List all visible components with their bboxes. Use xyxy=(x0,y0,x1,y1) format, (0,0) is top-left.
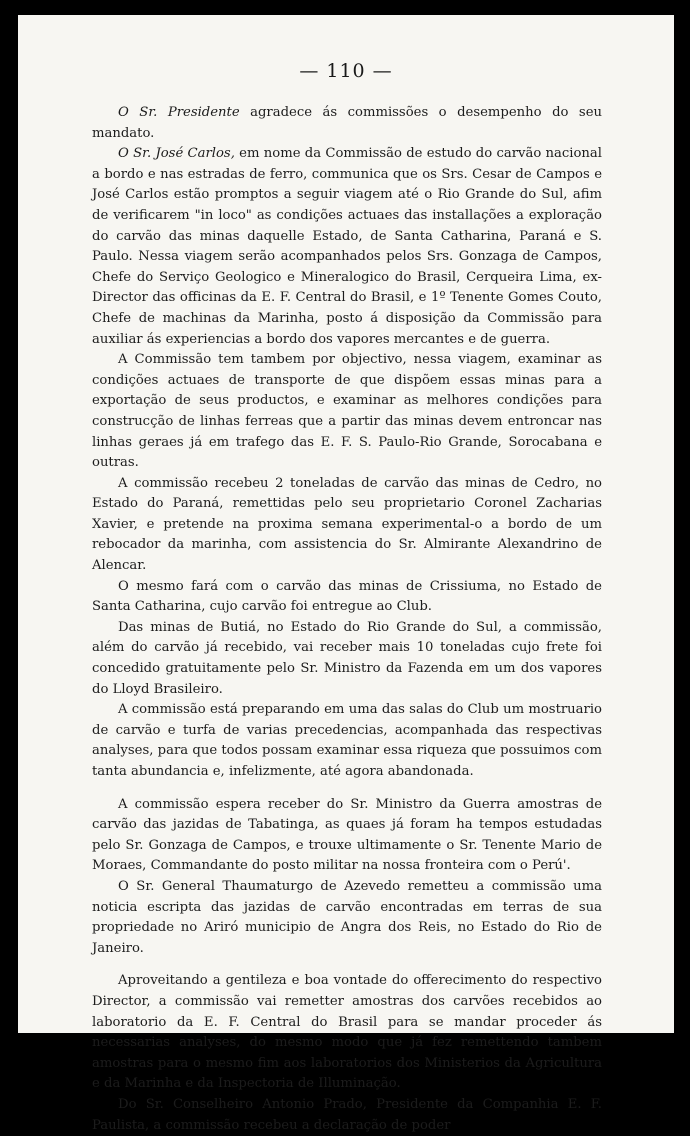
speaker-name: O Sr. José Carlos, xyxy=(118,146,235,162)
paragraph: A commissão espera receber do Sr. Ministro da Guerra amostras de carvão das jazidas de Tabatinga, as quaes já foram ha tempos estudadas pelo Sr. Gonzaga de Campos, e trouxe ultimamente o Sr. Tenente Mario de Moraes, Commandante do posto militar na nossa fronteira com o Perú'. xyxy=(92,796,602,874)
paragraph: A commissão recebeu 2 toneladas de carvão das minas de Cedro, no Estado do Paraná, remettidas pelo seu proprietario Coronel Zacharias Xavier, e pretende na proxima semana experimental-o a bordo de um rebocador da marinha, com assistencia do Sr. Almirante Alexandrino de Alencar. xyxy=(92,475,602,574)
paragraph: Das minas de Butiá, no Estado do Rio Grande do Sul, a commissão, além do carvão já recebido, vai receber mais 10 toneladas cujo frete foi concedido gratuitamente pelo Sr. Ministro da Fazenda em um dos vapores do Lloyd Brasileiro. xyxy=(92,619,602,697)
paragraph: A Commissão tem tambem por objectivo, nessa viagem, examinar as condições actuaes de transporte de que dispõem essas minas para a exportação de seus productos, e examinar as melhores condições para construcção de linhas ferreas que a partir das minas devem entroncar nas linhas geraes já em trafego das E. F. S. Paulo-Rio Grande, Sorocabana e outras. xyxy=(92,352,602,471)
paragraph: O mesmo fará com o carvão das minas de Crissiuma, no Estado de Santa Catharina, cujo carvão foi entregue ao Club. xyxy=(92,578,602,615)
paragraph-text: agradece ás commissões o desempenho do seu mandato. xyxy=(92,105,602,141)
paragraph: O Sr. General Thaumaturgo de Azevedo remetteu a commissão uma noticia escripta das jazidas de carvão encontradas em terras de sua propriedade no Ariró municipio de Angra dos Reis, no Estado do Rio de Janeiro. xyxy=(92,878,602,956)
paragraph xyxy=(92,103,602,144)
paragraph: A commissão está preparando em uma das salas do Club um mostruario de carvão e turfa de varias precedencias, acompanhada das respectivas analyses, para que todos possam examinar essa riqueza que possuimos com tanta abundancia e, infelizmente, até agora abandonada. xyxy=(92,702,602,779)
paragraph-text: em nome da Commissão de estudo do carvão nacional a bordo e nas estradas de ferro, communica que os Srs. Cesar de Campos e José Carlos estão promptos a seguir viagem até o Rio Grande do Sul, afim de verificarem "in loco" as condições actuaes das installações a exploração do carvão das minas daquelle Estado, de Santa Catharina, Paraná e S. Paulo. Nessa viagem serão acompanhados pelos Srs. Gonzaga de Campos, Chefe do Serviço Geologico e Mineralogico do Brasil, Cerqueira Lima, ex-Director das officinas da E. F. Central do Brasil, e 1º Tenente Gomes Couto, Chefe de machinas da Marinha, posto á disposição da Commissão para auxiliar ás experiencias a bordo dos vapores mercantes e de guerra. xyxy=(92,146,603,347)
paragraph xyxy=(92,144,602,350)
document-page xyxy=(18,15,674,1133)
paragraph: Aproveitando a gentileza e boa vontade do offerecimento do respectivo Director, a commissão vai remetter amostras dos carvões recebidos ao laboratorio da E. F. Central do Brasil para se mandar proceder ás necessarias analyses, do mesmo modo que já fez remettendo tambem amostras para o mesmo fim aos laboratorios dos Ministerios da Agricultura e da Marinha e da Inspectoria de Illuminação. xyxy=(92,973,602,1092)
page-number: — 110 — xyxy=(299,60,393,82)
speaker-name: O Sr. Presidente xyxy=(118,105,240,120)
body-text xyxy=(92,103,602,1136)
paragraph: Do Sr. Conselheiro Antonio Prado, Presidente da Companhia E. F. Paulista, a commissão recebeu a declaração de poder xyxy=(92,1096,602,1133)
